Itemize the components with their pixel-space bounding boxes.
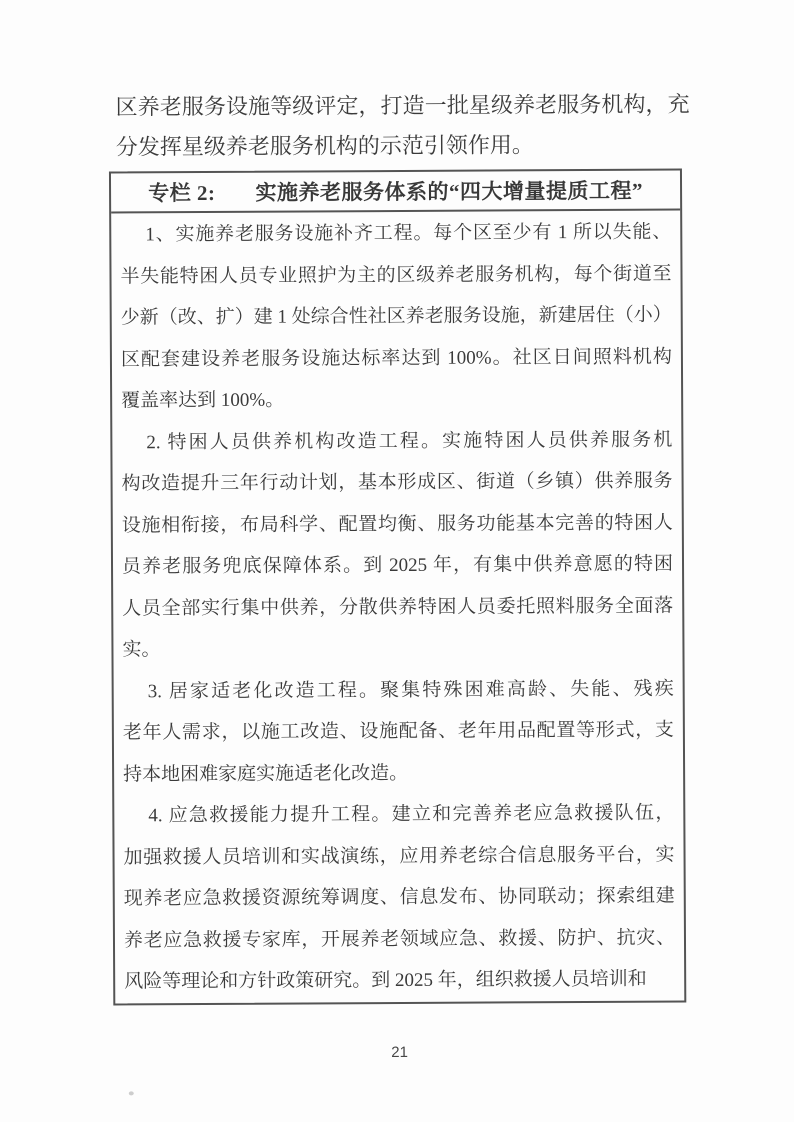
- panel-text-line: 3. 居家适老化改造工程。聚集特殊困难高龄、失能、残疾: [147, 678, 674, 702]
- intro-text-line: 区养老服务设施等级评定，打造一批星级养老服务机构，充: [115, 91, 690, 120]
- panel-text-line: 区配套建设养老服务设施达标率达到 100%。社区日间照料机构: [120, 346, 672, 370]
- intro-paragraph: [116, 84, 690, 167]
- panel-text-line: 半失能特困人员专业照护为主的区级养老服务机构，每个街道至: [120, 263, 672, 287]
- panel-text-line: 风险等理论和方针政策研究。到 2025 年，组织救援人员培训和: [124, 968, 647, 993]
- panel-text-line: 现养老应急救援资源统筹调度、信息发布、协同联动；探索组建: [123, 885, 675, 910]
- panel-text-line: 加强救援人员培训和实战演练，应用养老综合信息服务平台，实: [123, 844, 675, 868]
- page-number: 21: [391, 1043, 408, 1062]
- panel-header-title: 实施养老服务体系的“四大增量提质工程”: [255, 178, 644, 205]
- panel-text-line: 员养老服务兜底保障体系。到 2025 年，有集中供养意愿的特困: [121, 553, 674, 578]
- panel-text-line: 1、实施养老服务设施补齐工程。每个区至少有 1 所以失能、: [145, 221, 672, 246]
- panel-text-line: 持本地困难家庭实施适老化改造。: [123, 762, 409, 785]
- panel-text-line: 人员全部实行集中供养，分散供养特困人员委托照料服务全面落: [122, 595, 674, 619]
- highlight-panel: [109, 169, 686, 1006]
- panel-text-line: 设施相衔接，布局科学、配置均衡、服务功能基本完善的特困人: [121, 512, 673, 536]
- panel-text-line: 实。: [122, 639, 161, 661]
- panel-text-line: 少新（改、扩）建 1 处综合性社区养老服务设施，新建居住（小）: [120, 304, 672, 329]
- intro-text-line: 分发挥星级养老服务机构的示范引领作用。: [115, 132, 534, 160]
- panel-body: [111, 211, 684, 1003]
- panel-text-line: 养老应急救援专家库，开展养老领域应急、救援、防护、抗灾、: [123, 927, 676, 951]
- scan-artifact-dot: [129, 1091, 134, 1095]
- panel-text-line: 2. 特困人员供养机构改造工程。实施特困人员供养服务机: [146, 429, 673, 453]
- panel-text-line: 构改造提升三年行动计划，基本形成区、街道（乡镇）供养服务: [121, 470, 673, 495]
- panel-text-line: 4. 应急救援能力提升工程。建立和完善养老应急救援队伍，: [148, 802, 675, 827]
- panel-text-line: 老年人需求，以施工改造、设施配备、老年用品配置等形式，支: [122, 719, 674, 744]
- panel-header: [111, 171, 680, 214]
- panel-text-line: 覆盖率达到 100%。: [121, 389, 285, 412]
- panel-header-label: 专栏 2:: [148, 180, 216, 206]
